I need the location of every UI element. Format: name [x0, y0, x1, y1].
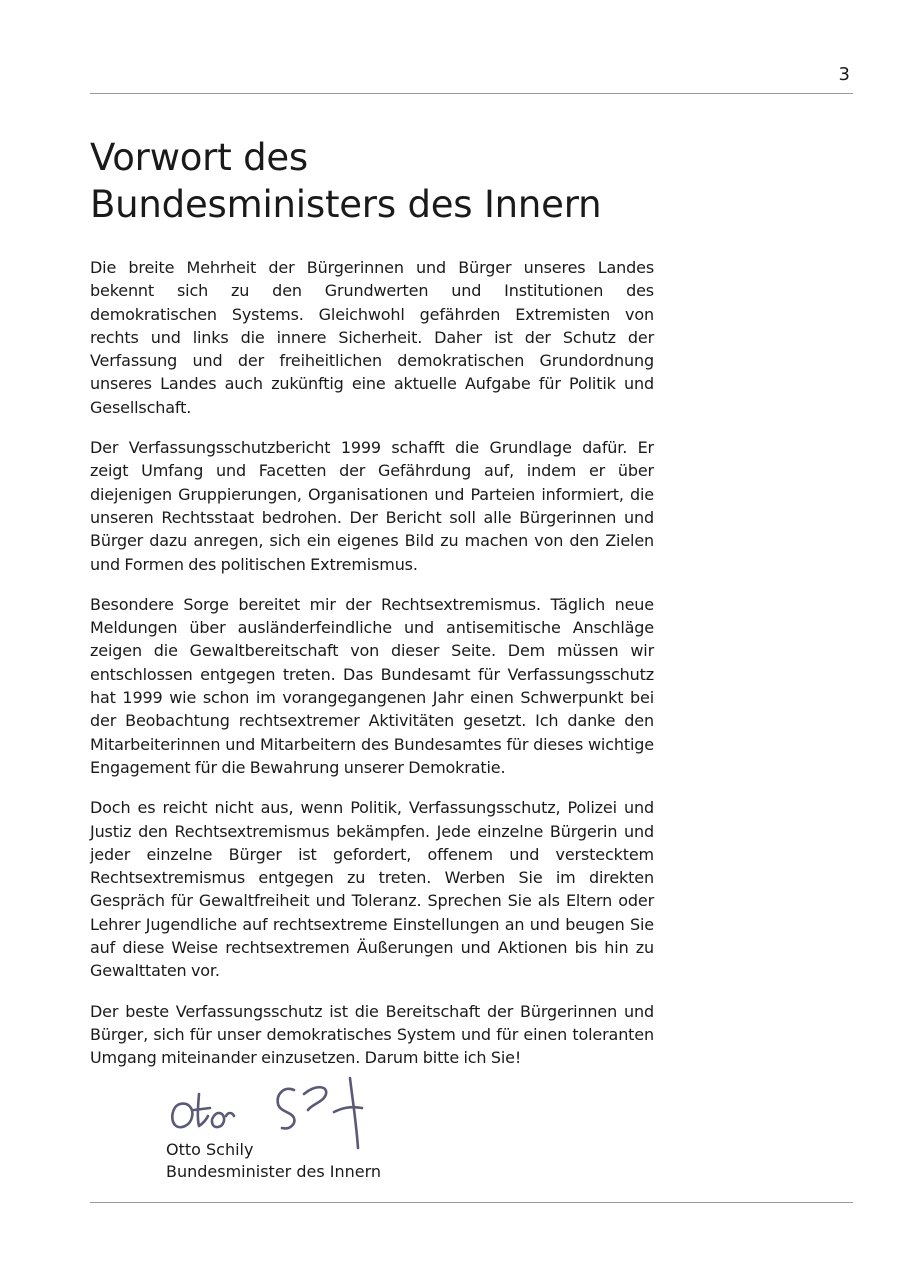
- page-title: [90, 134, 601, 228]
- footer-rule: [90, 1202, 853, 1203]
- paragraph-4: Doch es reicht nicht aus, wenn Politik, Verfassungsschutz, Polizei und Justiz den Rechtsextremismus bekämpfen. Jede einzelne Bürgerin und jeder einzelne Bürger ist gefordert, offenem und verstecktem Rechtsextremismus entgegen zu treten. Werben Sie im direkten Gespräch für Gewaltfreiheit und Toleranz. Sprechen Sie als Eltern oder Lehrer Jugendliche auf rechtsextreme Einstellungen an und beugen Sie auf diese Weise rechtsextremen Äußerungen und Aktionen bis hin zu Gewalttaten vor.: [90, 798, 654, 981]
- signer-name: Otto Schily: [166, 1140, 254, 1159]
- paragraph-2: Der Verfassungsschutzbericht 1999 schafft die Grundlage dafür. Er zeigt Umfang und Facetten der Gefährdung auf, indem er über diejenigen Gruppierungen, Organisationen und Parteien informiert, die unseren Rechtsstaat bedrohen. Der Bericht soll alle Bürgerinnen und Bürger dazu anregen, sich ein eigenes Bild zu machen von den Zielen und Formen des politischen Extremismus.: [90, 438, 654, 574]
- body-text: [90, 256, 654, 1087]
- paragraph-3: Besondere Sorge bereitet mir der Rechtsextremismus. Täglich neue Meldungen über ausländerfeindliche und antisemitische Anschläge zeigen die Gewaltbereitschaft von dieser Seite. Dem müssen wir entschlossen entgegen treten. Das Bundesamt für Verfassungsschutz hat 1999 wie schon im vorangegangenen Jahr einen Schwerpunkt bei der Beobachtung rechtsextremer Aktivitäten gesetzt. Ich danke den Mitarbeiterinnen und Mitarbeitern des Bundesamtes für dieses wichtige Engagement für die Bewahrung unserer Demokratie.: [90, 594, 654, 777]
- paragraph-1: Die breite Mehrheit der Bürgerinnen und Bürger unseres Landes bekennt sich zu den Grundwerten und Institutionen des demokratischen Systems. Gleichwohl gefährden Extremisten von rechts und links die innere Sicherheit. Daher ist der Schutz der Verfassung und der freiheitlichen demokratischen Grundordnung unseres Landes auch zukünftig eine aktuelle Aufgabe für Politik und Gesellschaft.: [90, 258, 654, 417]
- title-line-2: Bundesministers des Innern: [90, 183, 602, 226]
- page-number: 3: [838, 64, 850, 85]
- signer-role: Bundesminister des Innern: [166, 1162, 382, 1181]
- paragraph-5: Der beste Verfassungsschutz ist die Bereitschaft der Bürgerinnen und Bürger, sich für unser demokratisches System und für einen toleranten Umgang miteinander einzusetzen. Darum bitte ich Sie!: [90, 1001, 654, 1068]
- header-rule: [90, 93, 853, 94]
- signer-block: [166, 1139, 381, 1183]
- title-line-1: Vorwort des: [90, 136, 308, 179]
